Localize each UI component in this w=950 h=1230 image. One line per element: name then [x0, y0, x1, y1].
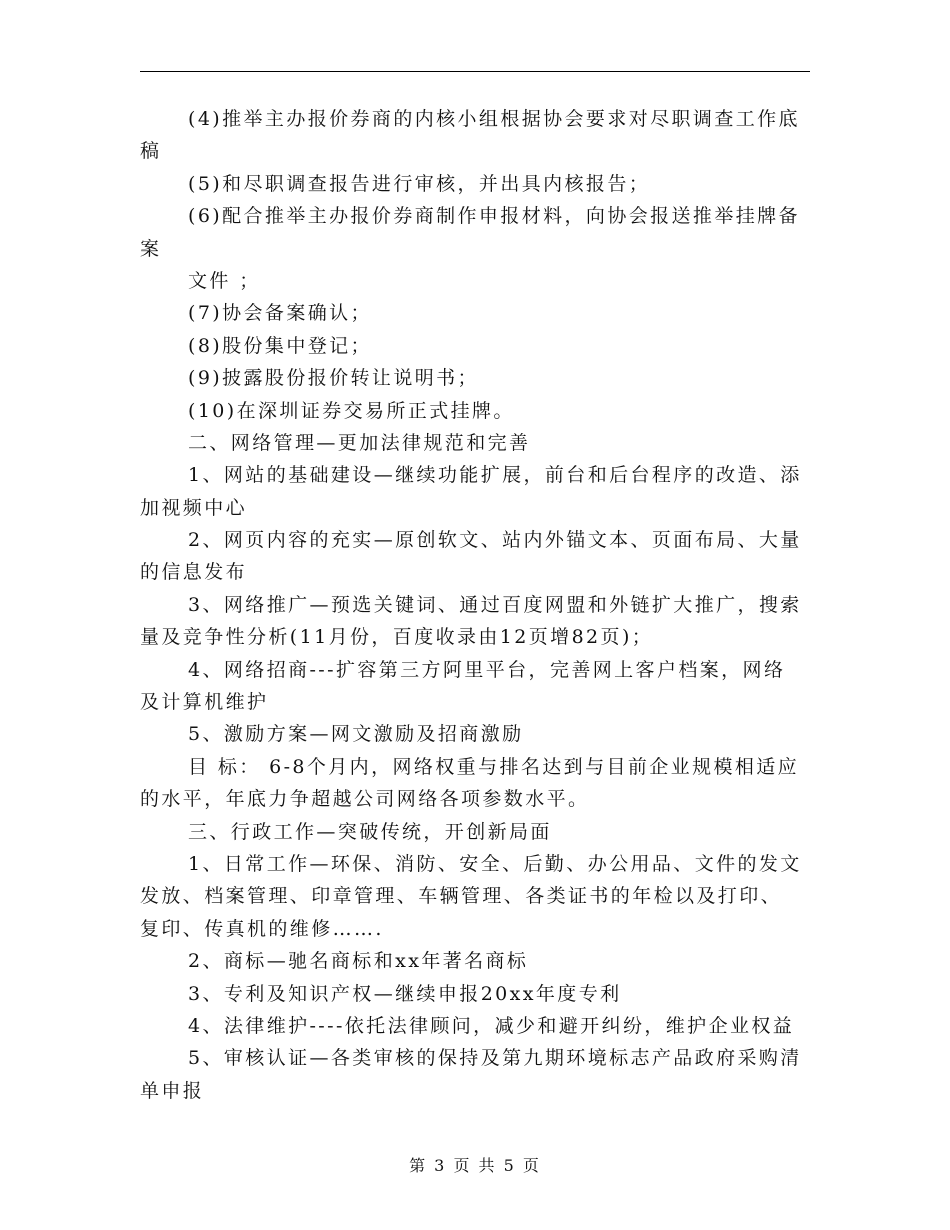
text-line: 2、商标—驰名商标和xx年著名商标: [188, 950, 529, 973]
text-line: 1、日常工作—环保、消防、安全、后勤、办公用品、文件的发文: [188, 852, 802, 875]
text-line: 4、网络招商---扩容第三方阿里平台，完善网上客户档案，网络: [188, 658, 786, 681]
text-line: 稿: [140, 140, 162, 163]
text-line: (9)披露股份报价转让说明书；: [188, 367, 479, 390]
text-line: 单申报: [140, 1079, 205, 1102]
text-line: (10)在深圳证券交易所正式挂牌。: [188, 399, 515, 422]
text-line: 量及竞争性分析(11月份，百度收录由12页增82页)；: [140, 626, 654, 649]
text-line: (6)配合推举主办报价券商制作申报材料，向协会报送推举挂牌备: [188, 205, 800, 228]
page-number-footer: 第 3 页 共 5 页: [409, 1156, 541, 1175]
text-line: 加视频中心: [140, 496, 248, 519]
text-line: 复印、传真机的维修…….: [140, 917, 384, 940]
text-line: 1、网站的基础建设—继续功能扩展，前台和后台程序的改造、添: [188, 464, 802, 487]
text-line: 三、行政工作—突破传统，开创新局面: [188, 820, 552, 843]
text-line: 案: [140, 237, 162, 260]
text-line: 及计算机维护: [140, 691, 269, 714]
text-line: 二、网络管理—更加法律规范和完善: [188, 431, 531, 454]
text-line: (7)协会备案确认；: [188, 302, 372, 325]
text-line: 的信息发布: [140, 561, 248, 584]
text-line: 5、审核认证—各类审核的保持及第九期环境标志产品政府采购清: [188, 1047, 802, 1070]
header-rule: [140, 71, 810, 72]
text-line: 5、激励方案—网文激励及招商激励: [188, 723, 524, 746]
text-line: 的水平，年底力争超越公司网络各项参数水平。: [140, 788, 590, 811]
text-line: 2、网页内容的充实—原创软文、站内外锚文本、页面布局、大量: [188, 529, 802, 552]
text-line: 文件 ；: [188, 269, 261, 292]
text-line: 发放、档案管理、印章管理、车辆管理、各类证书的年检以及打印、: [140, 885, 783, 908]
text-line: 3、专利及知识产权—继续申报20xx年度专利: [188, 982, 622, 1005]
text-line: 3、网络推广—预选关键词、通过百度网盟和外链扩大推广，搜索: [188, 593, 802, 616]
text-line: 4、法律维护----依托法律顾问，减少和避开纠纷，维护企业权益: [188, 1014, 795, 1037]
text-line: 目 标： 6-8个月内，网络权重与排名达到与目前企业规模相适应: [188, 755, 800, 778]
document-body: [140, 103, 810, 1107]
text-line: (5)和尽职调查报告进行审核，并出具内核报告；: [188, 172, 651, 195]
text-line: (8)股份集中登记；: [188, 334, 372, 357]
text-line: (4)推举主办报价券商的内核小组根据协会要求对尽职调查工作底: [188, 108, 800, 130]
